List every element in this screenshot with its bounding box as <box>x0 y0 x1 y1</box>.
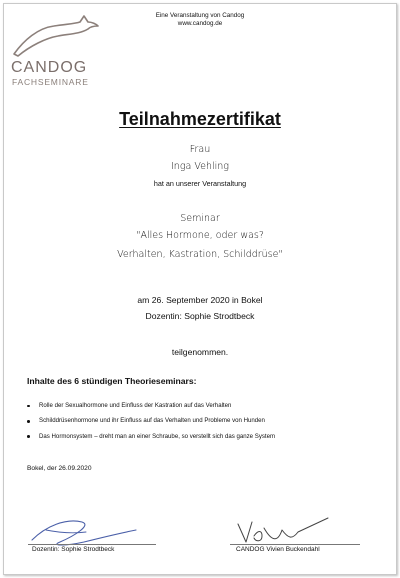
lecturer: Dozentin: Sophie Strodtbeck <box>145 311 255 321</box>
certificate-page <box>3 3 397 575</box>
bullet-icon <box>27 420 30 423</box>
bullet-icon <box>27 405 30 408</box>
contents-heading: Inhalte des 6 stündigen Theorieseminars: <box>27 376 197 386</box>
participant-name: Inga Vehling <box>171 161 229 172</box>
bullet-icon <box>27 435 30 438</box>
certificate-title: Teilnahmezertifikat <box>119 109 281 129</box>
dog-logo-icon <box>10 10 102 58</box>
signature-line-right <box>230 544 360 545</box>
brand-name: CANDOG <box>11 59 88 76</box>
lecturer-signature-label: Dozentin: Sophie Strodtbeck <box>32 546 115 553</box>
list-item <box>27 402 387 410</box>
participated-text: teilgenommen. <box>171 347 229 357</box>
list-item-text: Das Hormonsystem – dreht man an einer Schraube, so verstellt sich das ganze System <box>39 432 276 440</box>
list-item <box>27 433 387 441</box>
salutation: Frau <box>189 144 211 155</box>
organizer-website: www.candog.de <box>177 20 223 27</box>
event-date-place: am 26. September 2020 in Bokel <box>137 295 263 305</box>
list-item-text: Rolle der Sexualhormone und Einfluss der Kastration auf das Verhalten <box>39 402 232 409</box>
issue-date: Bokel, der 26.09.2020 <box>27 465 92 472</box>
contents-list <box>27 402 387 448</box>
organizer-info <box>130 12 270 28</box>
signature-line-left <box>28 544 156 545</box>
organizer-line: Eine Veranstaltung von Candog <box>155 12 245 19</box>
event-title-line-2: Verhalten, Kastration, Schilddrüse" <box>117 249 283 260</box>
list-item-text: Schilddrüsenhormone und ihr Einfluss auf das Verhalten und Probleme von Hunden <box>39 417 265 425</box>
event-type: Seminar <box>180 213 220 224</box>
event-title-line-1: "Alles Hormone, oder was? <box>136 230 264 241</box>
list-item <box>27 417 387 425</box>
organizer-signature-label: CANDOG Vivien Buckendahl <box>236 546 320 553</box>
attended-text: hat an unserer Veranstaltung <box>153 179 247 188</box>
brand-subtitle: FACHSEMINARE <box>12 77 89 87</box>
